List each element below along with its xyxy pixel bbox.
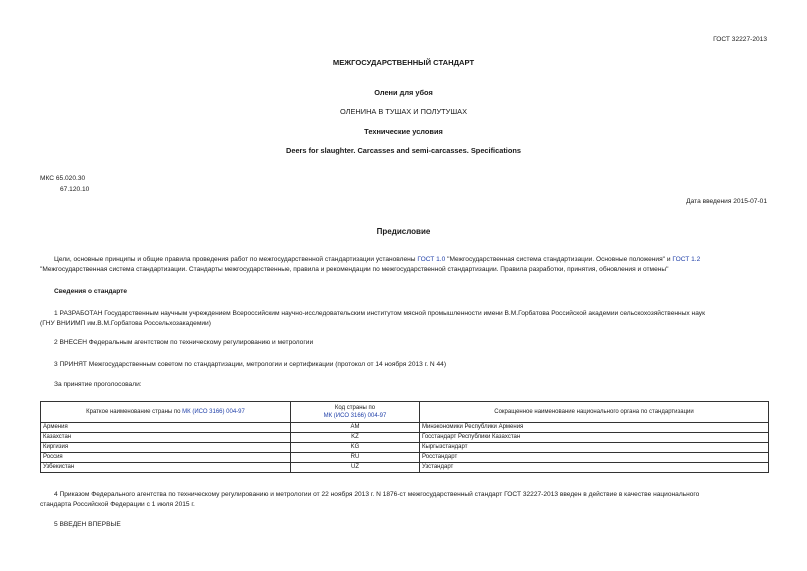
header-country-name xyxy=(41,402,291,423)
preface-heading: Предисловие xyxy=(376,227,431,236)
body-cell: Росстандарт xyxy=(420,453,769,463)
table-row xyxy=(41,443,769,453)
item-4-line-1: 4 Приказом Федерального агентства по техническому регулированию и метрологии от 22 ноября 2013 г. N 1876-ст межгосударственный стандарт ГОСТ 32227-2013 введен в действие в качестве национального xyxy=(54,491,700,498)
preface-paragraph xyxy=(40,255,770,275)
country-cell: Казахстан xyxy=(41,433,291,443)
gost-1-2-link[interactable]: ГОСТ 1.2 xyxy=(672,256,701,263)
preface-text-2: "Межгосударственная система стандартизации. Основные положения" и xyxy=(445,256,673,263)
header-national-body: Сокращенное наименование национального органа по стандартизации xyxy=(420,402,769,423)
mk-iso-link-2[interactable]: МК (ИСО 3166) 004-97 xyxy=(323,413,387,419)
country-cell: Россия xyxy=(41,453,291,463)
body-cell: Кыргызстандарт xyxy=(420,443,769,453)
code-cell: RU xyxy=(291,453,420,463)
mks-code-2: 67.120.10 xyxy=(60,186,90,193)
body-cell: Узстандарт xyxy=(420,463,769,473)
code-cell: UZ xyxy=(291,463,420,473)
header-country-text: Краткое наименование страны по xyxy=(86,409,183,415)
mks-code-1: МКС 65.020.30 xyxy=(40,175,86,182)
table-row xyxy=(41,463,769,473)
code-cell: AM xyxy=(291,423,420,433)
country-cell: Армения xyxy=(41,423,291,433)
document-code: ГОСТ 32227-2013 xyxy=(713,36,767,43)
introduction-date: Дата введения 2015-07-01 xyxy=(686,198,767,205)
country-cell: Узбекистан xyxy=(41,463,291,473)
table-row xyxy=(41,423,769,433)
item-4 xyxy=(40,490,770,510)
item-2: 2 ВНЕСЕН Федеральным агентством по техническому регулированию и метрологии xyxy=(54,339,314,346)
table-row xyxy=(41,453,769,463)
title-line-2: ОЛЕНИНА В ТУШАХ И ПОЛУТУШАХ xyxy=(339,107,468,116)
header-code-text: Код страны по xyxy=(334,405,376,411)
standard-type-heading: МЕЖГОСУДАРСТВЕННЫЙ СТАНДАРТ xyxy=(332,58,475,67)
preface-line-1 xyxy=(40,255,770,265)
code-cell: KZ xyxy=(291,433,420,443)
code-cell: KG xyxy=(291,443,420,453)
title-line-3: Технические условия xyxy=(364,127,443,136)
body-cell: Минэкономики Республики Армения xyxy=(420,423,769,433)
item-5: 5 ВВЕДЕН ВПЕРВЫЕ xyxy=(54,521,121,528)
voting-states-table xyxy=(40,401,769,473)
header-country-code xyxy=(291,402,420,423)
table-row xyxy=(41,433,769,443)
title-english: Deers for slaughter. Carcasses and semi-carcasses. Specifications xyxy=(286,146,521,155)
body-cell: Госстандарт Республики Казахстан xyxy=(420,433,769,443)
item-3: 3 ПРИНЯТ Межгосударственным советом по стандартизации, метрологии и сертификации (протокол от 14 ноября 2013 г. N 44) xyxy=(54,361,447,368)
country-cell: Киргизия xyxy=(41,443,291,453)
item-1 xyxy=(40,309,770,329)
title-line-1: Олени для убоя xyxy=(374,88,433,97)
item-1-line-2: (ГНУ ВНИИМП им.В.М.Горбатова Россельхозакадемии) xyxy=(40,320,211,327)
info-heading: Сведения о стандарте xyxy=(54,288,128,295)
gost-1-0-link[interactable]: ГОСТ 1.0 xyxy=(417,256,446,263)
item-4-line-2: стандарта Российской Федерации с 1 июля 2015 г. xyxy=(40,501,195,508)
preface-text-3: "Межгосударственная система стандартизации. Стандарты межгосударственные, правила и рекомендации по межгосударственной стандартизации. Правила разработки, принятия, обновления и отмены" xyxy=(40,266,669,273)
mk-iso-link-1[interactable]: МК (ИСО 3166) 004-97 xyxy=(182,409,245,415)
table-header-row xyxy=(41,402,769,423)
preface-text-1: Цели, основные принципы и общие правила проведения работ по межгосударственной стандартизации установлены xyxy=(54,256,418,263)
vote-label: За принятие проголосовали: xyxy=(54,381,142,388)
item-1-line-1: 1 РАЗРАБОТАН Государственным научным учреждением Всероссийским научно-исследовательским институтом мясной промышленности имени В.М.Горбатова Российской академии сельскохозяйственных наук xyxy=(54,310,705,317)
